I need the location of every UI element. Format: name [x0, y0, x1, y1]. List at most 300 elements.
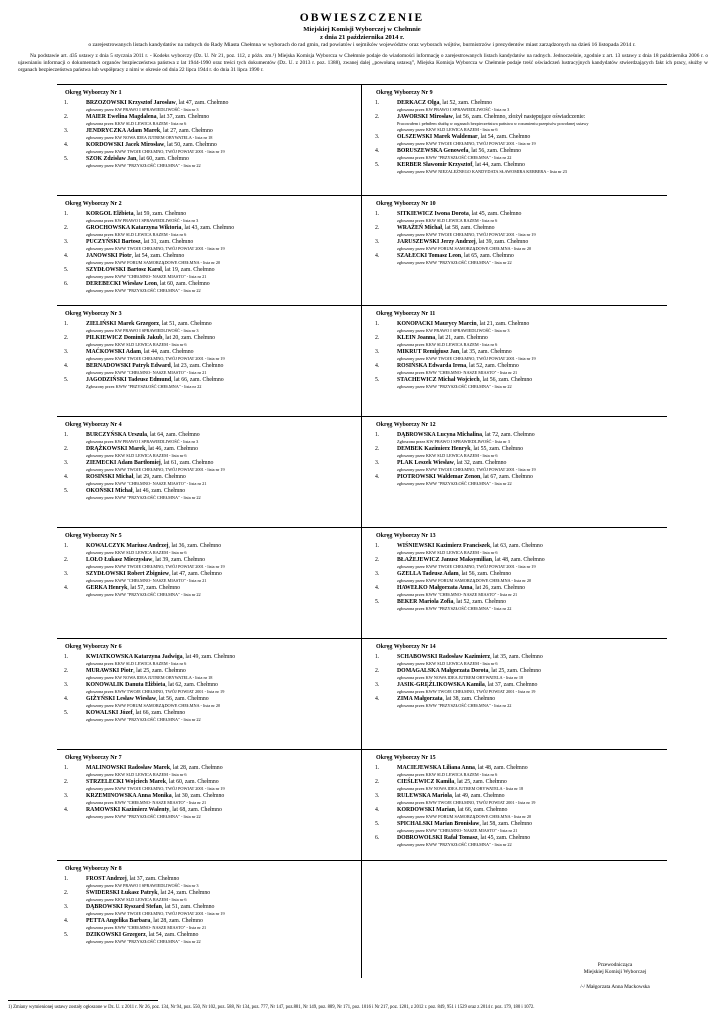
candidate-number: 1.: [64, 321, 69, 327]
candidate-committee: zgłoszona przez KKW SLD LEWICA RAZEM - lista nr 6: [397, 772, 498, 777]
candidate-details: , lat 54, zam. Chełmno: [477, 134, 531, 140]
candidate-details: , lat 32, zam. Chełmno: [453, 460, 507, 466]
candidate-line: [86, 918, 203, 924]
candidate-line: [397, 821, 532, 827]
candidate-line: [397, 253, 514, 259]
candidate-name: GIŻYŃSKI Lesław Wiesław: [86, 696, 157, 702]
candidate-name: MACIEJEWSKA Liliana Anna: [397, 765, 475, 771]
district-block: [57, 84, 357, 194]
candidate-name: LOŁO Łukasz Mieczysław: [86, 557, 153, 563]
candidate-line: [397, 793, 505, 799]
candidate-name: MAĆKOWSKI Adam: [86, 349, 141, 355]
candidate-line: [397, 134, 530, 140]
candidate-number: 2.: [375, 557, 380, 563]
candidate-name: STRZELECKI Wojciech Marek: [86, 779, 166, 785]
candidate-line: [397, 668, 541, 674]
candidate-number: 3.: [64, 682, 69, 688]
candidate-details: , lat 67, zam. Chełmno: [480, 474, 533, 480]
candidate-committee: zgłoszony przez KWW "PRZYSZŁOŚĆ CHEŁMNA" - lista nr 22: [86, 288, 201, 293]
candidate-line: [86, 807, 222, 813]
candidate-name: JAWORSKI Mirosław: [397, 114, 453, 120]
district-title: Okręg Wyborczy Nr 14: [376, 644, 436, 650]
district-block: [57, 749, 357, 859]
candidate-details: , lat 56, zam. Chełmno: [156, 696, 209, 702]
candidate-committee: zgłoszony przez KW NOWA IDEA JUTREM OBYWATELA - lista nr 18: [86, 135, 213, 140]
candidate-number: 2.: [64, 890, 69, 896]
candidate-details: , lat 55, zam. Chełmno: [470, 446, 524, 452]
candidate-committee: zgłoszony przez KWW TWOJE CHEŁMNO, TWÓJ POWIAT 2001 - lista nr 19: [86, 911, 225, 916]
candidate-details: , lat 60, zam. Chełmno: [165, 779, 219, 785]
candidate-committee: zgłoszony przez KKW SLD LEWICA RAZEM - lista nr 6: [397, 550, 498, 555]
candidate-committee: zgłoszona przez KWW "PRZYSZŁOŚĆ CHEŁMNA" - lista nr 22: [397, 703, 512, 708]
candidate-line: [397, 335, 488, 341]
candidate-committee: zgłoszona przez KKW SLD LEWICA RAZEM - lista nr 6: [86, 121, 187, 126]
candidate-name: MAIER Ewelina Magdalena: [86, 114, 157, 120]
candidate-committee: zgłoszona przez KWW TWOJE CHEŁMNO, TWÓJ POWIAT 2001 - lista nr 19: [86, 689, 225, 694]
candidate-details: , lat 44, zam. Chełmno: [472, 162, 525, 168]
candidate-number: 5.: [64, 710, 69, 716]
candidate-number: 1.: [64, 654, 69, 660]
candidate-number: 4.: [375, 585, 380, 591]
candidate-line: [86, 765, 223, 771]
district-title: Okręg Wyborczy Nr 4: [65, 422, 122, 428]
candidate-number: 3.: [64, 128, 69, 134]
candidate-line: [86, 253, 184, 259]
candidate-line: [397, 696, 495, 702]
candidate-line: [86, 377, 224, 383]
candidate-details: , lat 20, zam. Chełmno: [162, 335, 216, 341]
district-title: Okręg Wyborczy Nr 5: [65, 533, 122, 539]
district-title: Okręg Wyborczy Nr 12: [376, 422, 436, 428]
district-title: Okręg Wyborczy Nr 2: [65, 201, 122, 207]
candidate-number: 1.: [375, 432, 380, 438]
candidate-name: MALINOWSKI Radosław Marek: [86, 765, 170, 771]
candidate-line: [86, 281, 210, 287]
candidate-committee: zgłoszony przez KWW "PRZYSZŁOŚĆ CHEŁMNA" - lista nr 22: [397, 481, 512, 486]
candidate-number: 5.: [64, 377, 69, 383]
candidate-line: [397, 765, 528, 771]
candidate-committee: zgłoszony przez KWW TWOJE CHEŁMNO, TWÓJ POWIAT 2001 - lista nr 19: [397, 356, 536, 361]
candidate-line: [86, 363, 223, 369]
candidate-committee: zgłoszony przez KKW SLD LEWICA RAZEM - lista nr 6: [86, 897, 187, 902]
candidate-committee: zgłoszona przez KW PRAWO I SPRAWIEDLIWOŚĆ - lista nr 3: [86, 218, 199, 223]
candidate-line: [86, 571, 222, 577]
candidate-number: 3.: [375, 349, 380, 355]
candidate-line: [397, 585, 525, 591]
candidate-committee: zgłoszony przez KWW TWOJE CHEŁMNO, TWÓJ POWIAT 2001 - lista nr 19: [86, 149, 225, 154]
candidate-details: , lat 65, zam. Chełmno: [461, 253, 514, 259]
candidate-committee: zgłoszona przez KW PRAWO I SPRAWIEDLIWOŚĆ - lista nr 3: [86, 439, 199, 444]
candidate-line: [86, 100, 228, 106]
district-block: [57, 638, 357, 748]
candidate-committee: zgłoszona przez KWW "PRZYSZŁOŚĆ CHEŁMNA" - lista nr 22: [397, 606, 512, 611]
candidate-line: [397, 162, 525, 168]
candidate-name: KOWALCZYK Mariusz Andrzej: [86, 543, 169, 549]
candidate-details: , lat 50, zam. Chełmno: [164, 142, 217, 148]
candidate-committee: zgłoszony przez KKW SLD LEWICA RAZEM - lista nr 6: [86, 550, 187, 555]
candidate-number: 3.: [64, 571, 69, 577]
candidate-committee: zgłoszona przez KWW TWOJE CHEŁMNO, TWÓJ POWIAT 2001 - lista nr 19: [397, 689, 536, 694]
candidate-number: 2.: [64, 557, 69, 563]
candidate-committee: zgłoszony przez KWW TWOJE CHEŁMNO, TWÓJ POWIAT 2001 - lista nr 19: [397, 564, 536, 569]
candidate-committee: zgłoszona przez KWW TWOJE CHEŁMNO, TWÓJ POWIAT 2001 - lista nr 19: [397, 800, 536, 805]
subject-line: o zarejestrowanych listach kandydatów na radnych do Rady Miasta Chełmna w wyborach do rad gmin, rad powiatów i sejmików województw oraz wyborach wójtów, burmistrzów i prezydentów miast zarządzonych na dzień 16 listopada 2014 r.: [88, 42, 636, 48]
candidate-name: GROCHOWSKA Katarzyna Wiktoria: [86, 225, 182, 231]
candidate-line: [86, 932, 198, 938]
candidate-details: , lat 58, zam. Chełmno: [441, 225, 495, 231]
candidate-details: , lat 28, zam. Chełmno: [150, 918, 203, 924]
candidate-number: 5.: [375, 377, 380, 383]
candidate-line: [397, 363, 519, 369]
candidate-committee: zgłoszona przez KKW SLD LEWICA RAZEM - lista nr 6: [86, 661, 187, 666]
candidate-name: OLSZEWSKI Marek Waldemar: [397, 134, 478, 140]
footnote: 1) Zmiany wymienionej ustawy zostały ogłoszone w Dz. U. z 2011 r. Nr 26, poz. 134, Nr 94, poz. 550, Nr 102, poz. 588, Nr 134, poz. 777, Nr 147, poz.881, Nr 149, poz. 889, Nr 171, poz. 1016 i Nr 217, poz. 1281, z 2012 r. poz. 849, 951 i 1529 oraz z 2014 r. poz. 179, 180 i 1072.: [8, 1005, 535, 1010]
candidate-committee: zgłoszony przez KWW FORUM SAMORZĄDOWE CHEŁMNA - lista nr 20: [397, 578, 532, 583]
intro-paragraph: Na podstawie art. 435 ustawy z dnia 5 stycznia 2011 r. - Kodeks wyborczy (Dz. U. Nr 21, poz. 112, z późn. zm.¹) Miejska Komisja Wyborcza w Chełmnie podaje do wiadomości informację o zarejestrowanych listach kandydatów na radnych. Jednocześnie, zgodnie z art. 13 ustawy z dnia 18 października 2006 r. o ujawnianiu informacji o dokumentach organów bezpieczeństwa państwa z lat 1944-1990 oraz treści tych dokumentów (Dz. U. z 2013 r. poz. 1388), zwanej dalej „powołaną ustawą”, Miejska Komisja Wyborcza w Chełmnie podaje treść oświadczeń lustracyjnych kandydatów stwierdzających fakt ich pracy, służby w organach bezpieczeństwa państwa lub współpracy z nimi w okresie od dnia 22 lipca 1944 r. do dnia 31 lipca 1990 r.: [18, 53, 708, 73]
candidate-name: SZYDŁOWSKI Robert Zbigniew: [86, 571, 170, 577]
candidate-name: ZIMA Małgorzata: [397, 696, 443, 702]
candidate-name: KLEIN Joanna: [397, 335, 436, 341]
candidate-name: DĄBROWSKI Ryszard Stefan: [86, 904, 162, 910]
candidate-name: ZIELIŃSKI Marek Grzegorz: [86, 321, 159, 327]
candidate-name: DOBROWOLSKI Rafał Tomasz: [397, 835, 478, 841]
candidate-name: ROSIŃSKA Edwarda Irena: [397, 363, 467, 369]
candidate-line: [397, 807, 507, 813]
candidate-line: [397, 100, 492, 106]
candidate-number: 2.: [64, 779, 69, 785]
candidate-details: , lat 49, zam. Chełmno: [451, 793, 505, 799]
candidate-number: 1.: [375, 654, 380, 660]
candidate-committee: zgłoszony przez KWW "PRZYSZŁOŚĆ CHEŁMNA" - lista nr 22: [86, 592, 201, 597]
candidate-committee: zgłoszony przez KWW "CHEŁMNO- NASZE MIASTO" - lista nr 21: [86, 578, 207, 583]
candidate-number: 4.: [64, 142, 69, 148]
candidate-details: , lat 19, zam. Chełmno: [161, 267, 215, 273]
candidate-number: 1.: [375, 321, 380, 327]
candidate-number: 4.: [64, 807, 69, 813]
candidate-line: [86, 654, 235, 660]
candidate-committee: zgłoszony przez KWW FORUM SAMORZĄDOWE CHEŁMNA - lista nr 20: [86, 703, 221, 708]
candidate-name: PLAK Leszek Wiesław: [397, 460, 454, 466]
candidate-committee: zgłoszony przez KWW FORUM SAMORZĄDOWE CHEŁMNA - lista nr 20: [86, 260, 221, 265]
district-block: [57, 527, 357, 637]
candidate-details: , lat 56, zam. Chełmno: [458, 571, 512, 577]
candidate-details: , lat 46, zam. Chełmno: [145, 446, 198, 452]
candidate-number: 5.: [375, 821, 380, 827]
candidate-details: , lat 59, zam. Chełmno: [133, 211, 187, 217]
candidate-number: 3.: [375, 134, 380, 140]
candidate-details: , lat 51, zam. Chełmno: [159, 321, 212, 327]
candidate-name: HAWEŁKO Małgorzata Anna: [397, 585, 473, 591]
candidate-details: , lat 72, zam. Chełmno: [482, 432, 535, 438]
candidate-committee: zgłoszona przez KW NOWA IDEA JUTREM OBYWATELA - lista nr 18: [397, 675, 524, 680]
candidate-details: , lat 35, zam. Chełmno: [490, 654, 543, 660]
candidate-number: 2.: [64, 446, 69, 452]
candidate-line: [397, 321, 529, 327]
candidate-line: [397, 432, 535, 438]
candidate-number: 3.: [64, 239, 69, 245]
candidate-committee: zgłoszony przez KWW "PRZYSZŁOŚĆ CHEŁMNA" - lista nr 22: [86, 495, 201, 500]
candidate-name: DEMBEK Kazimierz Henryk: [397, 446, 471, 452]
candidate-number: 5.: [64, 267, 69, 273]
candidate-name: SZOK Zdzisław Jan: [86, 156, 137, 162]
district-block: [57, 195, 357, 305]
candidate-line: [397, 599, 506, 605]
candidate-line: [86, 239, 193, 245]
candidate-line: [397, 349, 512, 355]
candidate-name: KWIATKOWSKA Katarzyna Jadwiga: [86, 654, 183, 660]
candidate-details: , lat 23, zam. Chełmno: [170, 363, 224, 369]
candidate-name: PUCZYŃSKI Bartosz: [86, 239, 141, 245]
candidate-committee: zgłoszona przez KKW SLD LEWICA RAZEM - lista nr 6: [86, 232, 187, 237]
candidate-committee: zgłoszony przez KWW FORUM SAMORZĄDOWE CHEŁMNA - lista nr 20: [397, 814, 532, 819]
candidate-details: , lat 56, zam. Chełmno: [479, 377, 533, 383]
candidate-details: , lat 51, zam. Chełmno: [161, 904, 215, 910]
candidate-line: [397, 571, 511, 577]
candidate-details: , lat 21, zam. Chełmno: [476, 321, 530, 327]
district-block: [57, 305, 357, 415]
candidate-details: , lat 54, zam. Chełmno: [131, 253, 185, 259]
candidate-committee: zgłoszony przez KKW SLD LEWICA RAZEM - lista nr 6: [397, 453, 498, 458]
candidate-details: , lat 29, zam. Chełmno: [133, 474, 186, 480]
candidate-line: [397, 474, 533, 480]
candidate-name: BRZOZOWSKI Krzysztof Jarosław: [86, 100, 176, 106]
candidate-name: DERKACZ Olga: [397, 100, 440, 106]
column-divider: [361, 84, 362, 978]
candidate-number: 2.: [375, 668, 380, 674]
candidate-number: 1.: [64, 100, 69, 106]
candidate-name: JAGODZIŃSKI Tadeusz Edmund: [86, 377, 172, 383]
candidate-details: , lat 52, zam. Chełmno: [439, 100, 493, 106]
candidate-details: , lat 47, zam. Chełmno: [169, 571, 222, 577]
candidate-committee: zgłoszony przez KWW TWOJE CHEŁMNO, TWÓJ POWIAT 2001 - lista nr 19: [86, 356, 225, 361]
candidate-details: , lat 37, zam. Chełmno: [484, 682, 538, 688]
candidate-details: , lat 61, zam. Chełmno: [160, 460, 214, 466]
candidate-committee: zgłoszony przez KKW SLD LEWICA RAZEM - lista nr 6: [397, 661, 498, 666]
candidate-details: , lat 48, zam. Chełmno: [474, 765, 528, 771]
candidate-number: 1.: [375, 543, 380, 549]
candidate-details: , lat 49, zam. Chełmno: [182, 654, 236, 660]
candidate-details: , lat 27, zam. Chełmno: [160, 128, 213, 134]
candidate-line: [397, 446, 523, 452]
candidate-committee: zgłoszony przez KKW SLD LEWICA RAZEM - lista nr 6: [86, 453, 187, 458]
candidate-number: 3.: [375, 460, 380, 466]
candidate-line: [86, 876, 179, 882]
candidate-committee: zgłoszony przez KW PRAWO I SPRAWIEDLIWOŚĆ - lista nr 3: [397, 328, 510, 333]
candidate-line: [86, 156, 189, 162]
candidate-line: [86, 779, 219, 785]
candidate-name: GZELLA Tadeusz Adam: [397, 571, 459, 577]
candidate-name: KERBER Sławomir Krzysztof: [397, 162, 473, 168]
candidate-number: 3.: [375, 793, 380, 799]
candidate-committee: zgłoszony przez KWW "PRZYSZŁOŚĆ CHEŁMNA" - lista nr 22: [86, 814, 201, 819]
candidate-line: [86, 128, 213, 134]
candidate-number: 5.: [375, 162, 380, 168]
candidate-committee: zgłoszony przez KWW "PRZYSZŁOŚĆ CHEŁMNA" - lista nr 22: [86, 939, 201, 944]
candidate-name: BORUSZEWSKA Genowefa: [397, 148, 469, 154]
candidate-name: MIKRUT Remigiusz Jan: [397, 349, 460, 355]
candidate-details: , lat 46, zam. Chełmno: [132, 488, 186, 494]
candidate-number: 4.: [375, 807, 380, 813]
candidate-name: ŚWIDERSKI Łukasz Patryk: [86, 890, 158, 896]
candidate-details: , lat 60, zam. Chełmno: [156, 281, 210, 287]
candidate-number: 5.: [64, 488, 69, 494]
candidate-line: [86, 142, 217, 148]
candidate-committee: zgłoszony przez KWW "PRZYSZŁOŚĆ CHEŁMNA" - lista nr 22: [397, 384, 512, 389]
candidate-line: [86, 321, 212, 327]
district-block: [57, 416, 357, 526]
candidate-number: 2.: [375, 114, 380, 120]
candidate-committee: zgłoszona przez KW NOWA IDEA JUTREM OBYWATELA - lista nr 18: [397, 786, 524, 791]
candidate-details: , lat 25, zam. Chełmno: [488, 668, 541, 674]
candidate-number: 3.: [64, 460, 69, 466]
candidate-committee: zgłoszony przez KWW TWOJE CHEŁMNO, TWÓJ POWIAT 2001 - lista nr 19: [397, 467, 536, 472]
candidate-details: , lat 56, zam. Chełmno: [468, 148, 521, 154]
candidate-details: , lat 47, zam. Chełmno: [175, 100, 229, 106]
candidate-committee: zgłoszony przez KWW TWOJE CHEŁMNO, TWÓJ POWIAT 2001 - lista nr 19: [86, 246, 225, 251]
candidate-number: 3.: [375, 571, 380, 577]
candidate-committee: zgłoszona przez KWW "CHEŁMNO- NASZE MIASTO" - lista nr 21: [86, 800, 207, 805]
candidate-line: [397, 543, 543, 549]
candidate-number: 5.: [375, 599, 380, 605]
district-block: [368, 195, 668, 305]
candidate-line: [397, 557, 545, 563]
district-title: Okręg Wyborczy Nr 7: [65, 755, 122, 761]
candidate-line: [397, 682, 537, 688]
candidate-name: BERNADOWSKI Patryk Edward: [86, 363, 171, 369]
candidate-name: WRAŻEŃ Michał: [397, 225, 442, 231]
candidate-line: [86, 488, 185, 494]
district-title: Okręg Wyborczy Nr 11: [376, 311, 436, 317]
candidate-line: [86, 793, 224, 799]
candidate-line: [86, 349, 194, 355]
candidate-line: [397, 114, 585, 120]
candidate-committee: zgłoszony przez KWW TWOJE CHEŁMNO, TWÓJ POWIAT 2001 - lista nr 19: [397, 141, 536, 146]
candidate-details: , lat 37, zam. Chełmno: [126, 876, 180, 882]
candidate-number: 2.: [375, 225, 380, 231]
candidate-number: 1.: [64, 543, 69, 549]
candidate-number: 1.: [375, 765, 380, 771]
candidate-number: 4.: [64, 696, 69, 702]
candidate-committee: zgłoszony przez KWW TWOJE CHEŁMNO, TWÓJ POWIAT 2001 - lista nr 19: [86, 467, 225, 472]
candidate-number: 4.: [64, 363, 69, 369]
candidate-name: JARUSZEWSKI Jerzy Andrzej: [397, 239, 476, 245]
candidate-line: [397, 211, 521, 217]
signature-committee: Miejskiej Komisji Wyborczej: [583, 969, 647, 975]
candidate-committee: zgłoszona przez KWW "CHEŁMNO- NASZE MIASTO" - lista nr 21: [397, 592, 518, 597]
candidate-committee: Zgłoszona przez KW PRAWO I SPRAWIEDLIWOŚĆ - lista nr 3: [397, 439, 510, 444]
candidate-number: 4.: [64, 253, 69, 259]
candidate-name: KOWALSKI Józef: [86, 710, 133, 716]
candidate-committee: zgłoszony przez KW PRAWO I SPRAWIEDLIWOŚĆ - lista nr 3: [86, 328, 199, 333]
candidate-line: [397, 225, 495, 231]
candidate-number: 3.: [375, 682, 380, 688]
candidate-name: DEREBECKI Wiesław Leon: [86, 281, 157, 287]
candidate-details: , lat 26, zam. Chełmno: [472, 585, 526, 591]
candidate-number: 2.: [375, 335, 380, 341]
candidate-name: SITKIEWICZ Iwona Dorota: [397, 211, 469, 217]
candidate-committee: zgłoszony przez KWW "PRZYSZŁOŚĆ CHEŁMNA" - lista nr 22: [86, 717, 201, 722]
candidate-details: , lat 24, zam. Chełmno: [157, 890, 211, 896]
candidate-committee: zgłoszona przez KWW "CHEŁMNO- NASZE MIASTO" - lista nr 21: [397, 370, 518, 375]
signature-title: Przewodnicząca: [597, 962, 633, 968]
candidate-details: , lat 31, zam. Chełmno: [140, 239, 194, 245]
candidate-details: , lat 52, zam. Chełmno: [453, 599, 507, 605]
candidate-number: 1.: [64, 432, 69, 438]
candidate-line: [397, 779, 507, 785]
candidate-name: SZAŁECKI Tomasz Leon: [397, 253, 462, 259]
candidate-details: , lat 57, zam. Chełmno: [127, 585, 181, 591]
candidate-details: , lat 45, zam. Chełmno: [477, 835, 531, 841]
candidate-line: [86, 211, 186, 217]
candidate-number: 2.: [64, 225, 69, 231]
candidate-name: ZIEMECKI Adam Bartłomiej: [86, 460, 161, 466]
district-title: Okręg Wyborczy Nr 8: [65, 866, 122, 872]
district-title: Okręg Wyborczy Nr 9: [376, 90, 433, 96]
district-title: Okręg Wyborczy Nr 13: [376, 533, 436, 539]
district-block: [368, 527, 668, 637]
candidate-name: BURCZYŃSKA Urszula: [86, 432, 148, 438]
candidate-details: , lat 35, zam. Chełmno: [459, 349, 512, 355]
candidate-committee: zgłoszony przez KWW "PRZYSZŁOŚĆ CHEŁMNA" - lista nr 22: [397, 842, 512, 847]
candidate-committee: zgłoszony przez KWW "PRZYSZŁOŚĆ CHEŁMNA" - lista nr 22: [86, 163, 201, 168]
candidate-details: , lat 54, zam. Chełmno: [145, 932, 199, 938]
candidate-number: 3.: [375, 239, 380, 245]
candidate-line: [86, 890, 210, 896]
candidate-name: FROST Andrzej: [86, 876, 127, 882]
district-title: Okręg Wyborczy Nr 6: [65, 644, 122, 650]
district-block: [368, 749, 668, 859]
candidate-name: JASIK-GRĘŹLIKOWSKA Kamila: [397, 682, 485, 688]
candidate-line: [86, 710, 185, 716]
candidate-line: [86, 904, 214, 910]
candidate-details: , lat 44, zam. Chełmno: [140, 349, 194, 355]
candidate-number: 3.: [64, 793, 69, 799]
candidate-number: 1.: [375, 211, 380, 217]
candidate-line: [397, 239, 528, 245]
candidate-number: 2.: [64, 114, 69, 120]
candidate-committee: zgłoszona przez KWW "PRZYSZŁOŚĆ CHEŁMNA" - lista nr 22: [397, 155, 512, 160]
signature-name: /-/ Małgorzata Anna Mackowska: [580, 984, 650, 990]
candidate-committee: zgłoszona przez KW PRAWO I SPRAWIEDLIWOŚĆ - lista nr 3: [397, 107, 510, 112]
candidate-number: 4.: [64, 474, 69, 480]
candidate-line: [86, 114, 209, 120]
candidate-details: , lat 25, zam. Chełmno: [133, 668, 186, 674]
candidate-name: CIEŚLEWICZ Kamila: [397, 779, 455, 785]
candidate-name: JENDRYCZKA Adam Marek: [86, 128, 161, 134]
candidate-name: WIŚNIEWSKI Kazimierz Franciszek: [397, 543, 491, 549]
candidate-details: , lat 25, zam. Chełmno: [454, 779, 507, 785]
candidate-number: 3.: [64, 904, 69, 910]
candidate-committee: zgłoszona przez KWW "CHEŁMNO- NASZE MIASTO" - lista nr 21: [86, 925, 207, 930]
candidate-committee: zgłoszony przez KWW "CHEŁMNO- NASZE MIASTO" - lista nr 21: [86, 274, 207, 279]
candidate-details: , lat 63, zam. Chełmno: [490, 543, 543, 549]
candidate-committee: zgłoszony przez KWW TWOJE CHEŁMNO, TWÓJ POWIAT 2001 - lista nr 19: [397, 232, 536, 237]
candidate-details: , lat 66, zam. Chełmno: [132, 710, 186, 716]
candidate-committee: zgłoszony przez KKW SLD LEWICA RAZEM - lista nr 6: [86, 772, 187, 777]
district-block: [57, 860, 357, 970]
candidate-number: 1.: [64, 211, 69, 217]
candidate-committee: zgłoszony przez KWW "CHEŁMNO- NASZE MIASTO" - lista nr 21: [86, 370, 207, 375]
candidate-number: 4.: [64, 585, 69, 591]
candidate-line: [86, 446, 198, 452]
candidate-name: DZIKOWSKI Grzegorz: [86, 932, 146, 938]
candidate-line: [86, 432, 200, 438]
candidate-committee: zgłoszony przez KWW FORUM SAMORZĄDOWE CHEŁMNA - lista nr 20: [397, 246, 532, 251]
candidate-committee: zgłoszony przez KKW SLD LEWICA RAZEM - lista nr 6: [86, 342, 187, 347]
district-block: [368, 305, 668, 415]
candidate-line: [86, 668, 186, 674]
candidate-name: SPICHALSKI Marian Bronisław: [397, 821, 480, 827]
